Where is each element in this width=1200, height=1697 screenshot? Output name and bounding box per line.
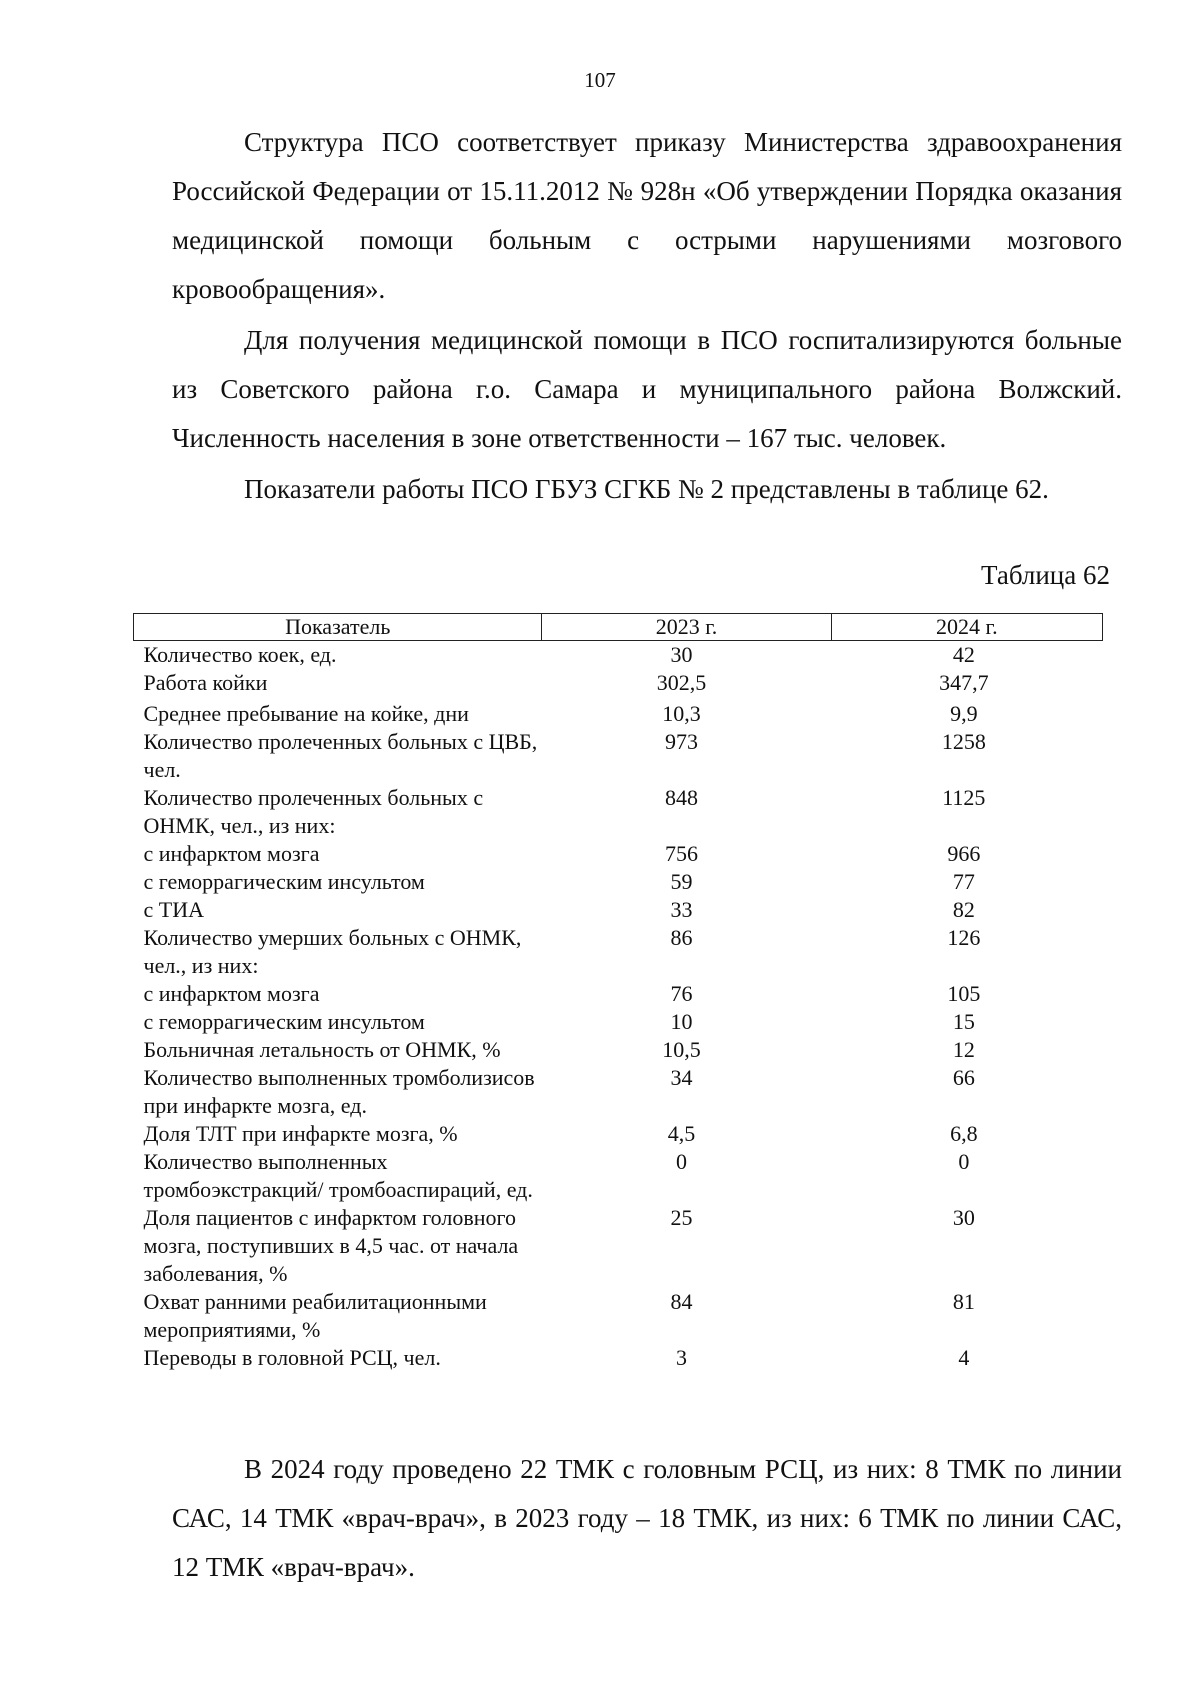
value-2024-cell: 6,8 xyxy=(950,1121,978,1146)
value-2024-cell: 1258 xyxy=(941,729,986,754)
table-row xyxy=(134,840,1103,868)
table-row xyxy=(134,784,1103,840)
indicator-cell: Работа койки xyxy=(143,670,268,695)
value-2023-cell: 59 xyxy=(670,869,693,894)
indicator-cell: Среднее пребывание на койке, дни xyxy=(143,701,469,726)
paragraph-telemedicine: В 2024 году проведено 22 ТМК с головным РСЦ, из них: 8 ТМК по линии САС, 14 ТМК «врач-врач», в 2023 году – 18 ТМК, из них: 6 ТМК по линии САС, 12 ТМК «врач-врач». xyxy=(172,1454,1122,1582)
value-2023-cell: 76 xyxy=(670,981,693,1006)
indicator-cell: Количество коек, ед. xyxy=(143,642,337,667)
indicator-cell: Количество выполненных тромболизисов при инфаркте мозга, ед. xyxy=(143,1065,535,1118)
value-2024-cell: 15 xyxy=(952,1009,975,1034)
value-2023-cell: 10 xyxy=(670,1009,693,1034)
value-2023-cell: 0 xyxy=(676,1149,688,1174)
value-2023-cell: 34 xyxy=(670,1065,693,1090)
indicator-cell: Больничная летальность от ОНМК, % xyxy=(143,1037,501,1062)
table-row xyxy=(134,1288,1103,1344)
value-2023-cell: 4,5 xyxy=(667,1121,696,1146)
value-2024-cell: 77 xyxy=(952,869,975,894)
value-2023-cell: 33 xyxy=(670,897,693,922)
table-row xyxy=(134,697,1103,728)
table-row xyxy=(134,669,1103,697)
value-2023-cell: 756 xyxy=(665,841,699,866)
value-2023-cell: 10,3 xyxy=(662,701,701,726)
indicator-cell: Переводы в головной РСЦ, чел. xyxy=(143,1345,441,1370)
table-row xyxy=(134,1064,1103,1120)
page-number: 107 xyxy=(584,68,616,92)
table-row xyxy=(134,1120,1103,1148)
table-row xyxy=(134,728,1103,784)
header-2023: 2023 г. xyxy=(542,614,831,641)
value-2024-cell: 82 xyxy=(952,897,975,922)
indicator-cell: с инфарктом мозга xyxy=(143,841,320,866)
value-2024-cell: 966 xyxy=(947,841,981,866)
value-2023-cell: 86 xyxy=(670,925,693,950)
table-body xyxy=(134,641,1103,1373)
indicator-cell: Охват ранними реабилитационными мероприятиями, % xyxy=(143,1289,487,1342)
indicator-cell: Доля ТЛТ при инфаркте мозга, % xyxy=(143,1121,458,1146)
indicator-cell: с инфарктом мозга xyxy=(143,981,320,1006)
header-indicator: Показатель xyxy=(134,614,542,641)
value-2024-cell: 81 xyxy=(952,1289,975,1314)
value-2024-cell: 42 xyxy=(952,642,975,667)
table-header-row xyxy=(134,614,1103,641)
value-2023-cell: 10,5 xyxy=(662,1037,701,1062)
paragraph-hospitalization: Для получения медицинской помощи в ПСО госпитализируются больные из Советского района г.о. Самара и муниципального района Волжский. Численность населения в зоне ответственности – 167 тыс. человек. xyxy=(172,325,1122,453)
value-2023-cell: 84 xyxy=(670,1289,693,1314)
indicator-cell: Количество пролеченных больных с ОНМК, чел., из них: xyxy=(143,785,484,838)
value-2023-cell: 3 xyxy=(676,1345,688,1370)
value-2024-cell: 347,7 xyxy=(939,670,989,695)
table-row xyxy=(134,868,1103,896)
table-row xyxy=(134,1036,1103,1064)
indicators-table xyxy=(133,613,1103,1372)
value-2024-cell: 0 xyxy=(958,1149,970,1174)
indicator-cell: с геморрагическим инсультом xyxy=(143,869,425,894)
table-row xyxy=(134,980,1103,1008)
value-2024-cell: 1125 xyxy=(942,785,986,810)
table-row xyxy=(134,1344,1103,1372)
value-2023-cell: 302,5 xyxy=(656,670,707,695)
body-text xyxy=(172,118,1122,516)
table-caption: Таблица 62 xyxy=(981,560,1110,590)
value-2024-cell: 9,9 xyxy=(950,701,978,726)
value-2024-cell: 105 xyxy=(947,981,981,1006)
closing-text xyxy=(172,1445,1122,1594)
data-table xyxy=(133,613,1103,1372)
value-2023-cell: 25 xyxy=(670,1205,693,1230)
value-2023-cell: 30 xyxy=(670,642,693,667)
value-2024-cell: 30 xyxy=(952,1205,975,1230)
table-row xyxy=(134,1148,1103,1204)
table-row xyxy=(134,641,1103,670)
value-2023-cell: 848 xyxy=(665,785,699,810)
indicator-cell: Количество выполненных тромбоэкстракций/ тромбоаспираций, ед. xyxy=(143,1149,533,1202)
indicator-cell: Количество пролеченных больных с ЦВБ, чел. xyxy=(143,729,538,782)
value-2024-cell: 4 xyxy=(958,1345,970,1370)
paragraph-structure: Структура ПСО соответствует приказу Министерства здравоохранения Российской Федерации от 15.11.2012 № 928н «Об утверждении Порядка оказания медицинской помощи больным с острыми нарушениями мозгового кровообращения». xyxy=(172,127,1122,304)
table-row xyxy=(134,1204,1103,1288)
paragraph-table-intro: Показатели работы ПСО ГБУЗ СГКБ № 2 представлены в таблице 62. xyxy=(244,474,1049,504)
indicator-cell: Доля пациентов с инфарктом головного мозга, поступивших в 4,5 час. от начала заболевания, % xyxy=(143,1205,519,1286)
value-2023-cell: 973 xyxy=(665,729,699,754)
header-2024: 2024 г. xyxy=(831,614,1102,641)
indicator-cell: с ТИА xyxy=(143,897,204,922)
value-2024-cell: 12 xyxy=(952,1037,975,1062)
indicator-cell: с геморрагическим инсультом xyxy=(143,1009,425,1034)
table-row xyxy=(134,1008,1103,1036)
table-row xyxy=(134,896,1103,924)
value-2024-cell: 126 xyxy=(947,925,981,950)
table-row xyxy=(134,924,1103,980)
value-2024-cell: 66 xyxy=(952,1065,975,1090)
indicator-cell: Количество умерших больных с ОНМК, чел., из них: xyxy=(143,925,522,978)
